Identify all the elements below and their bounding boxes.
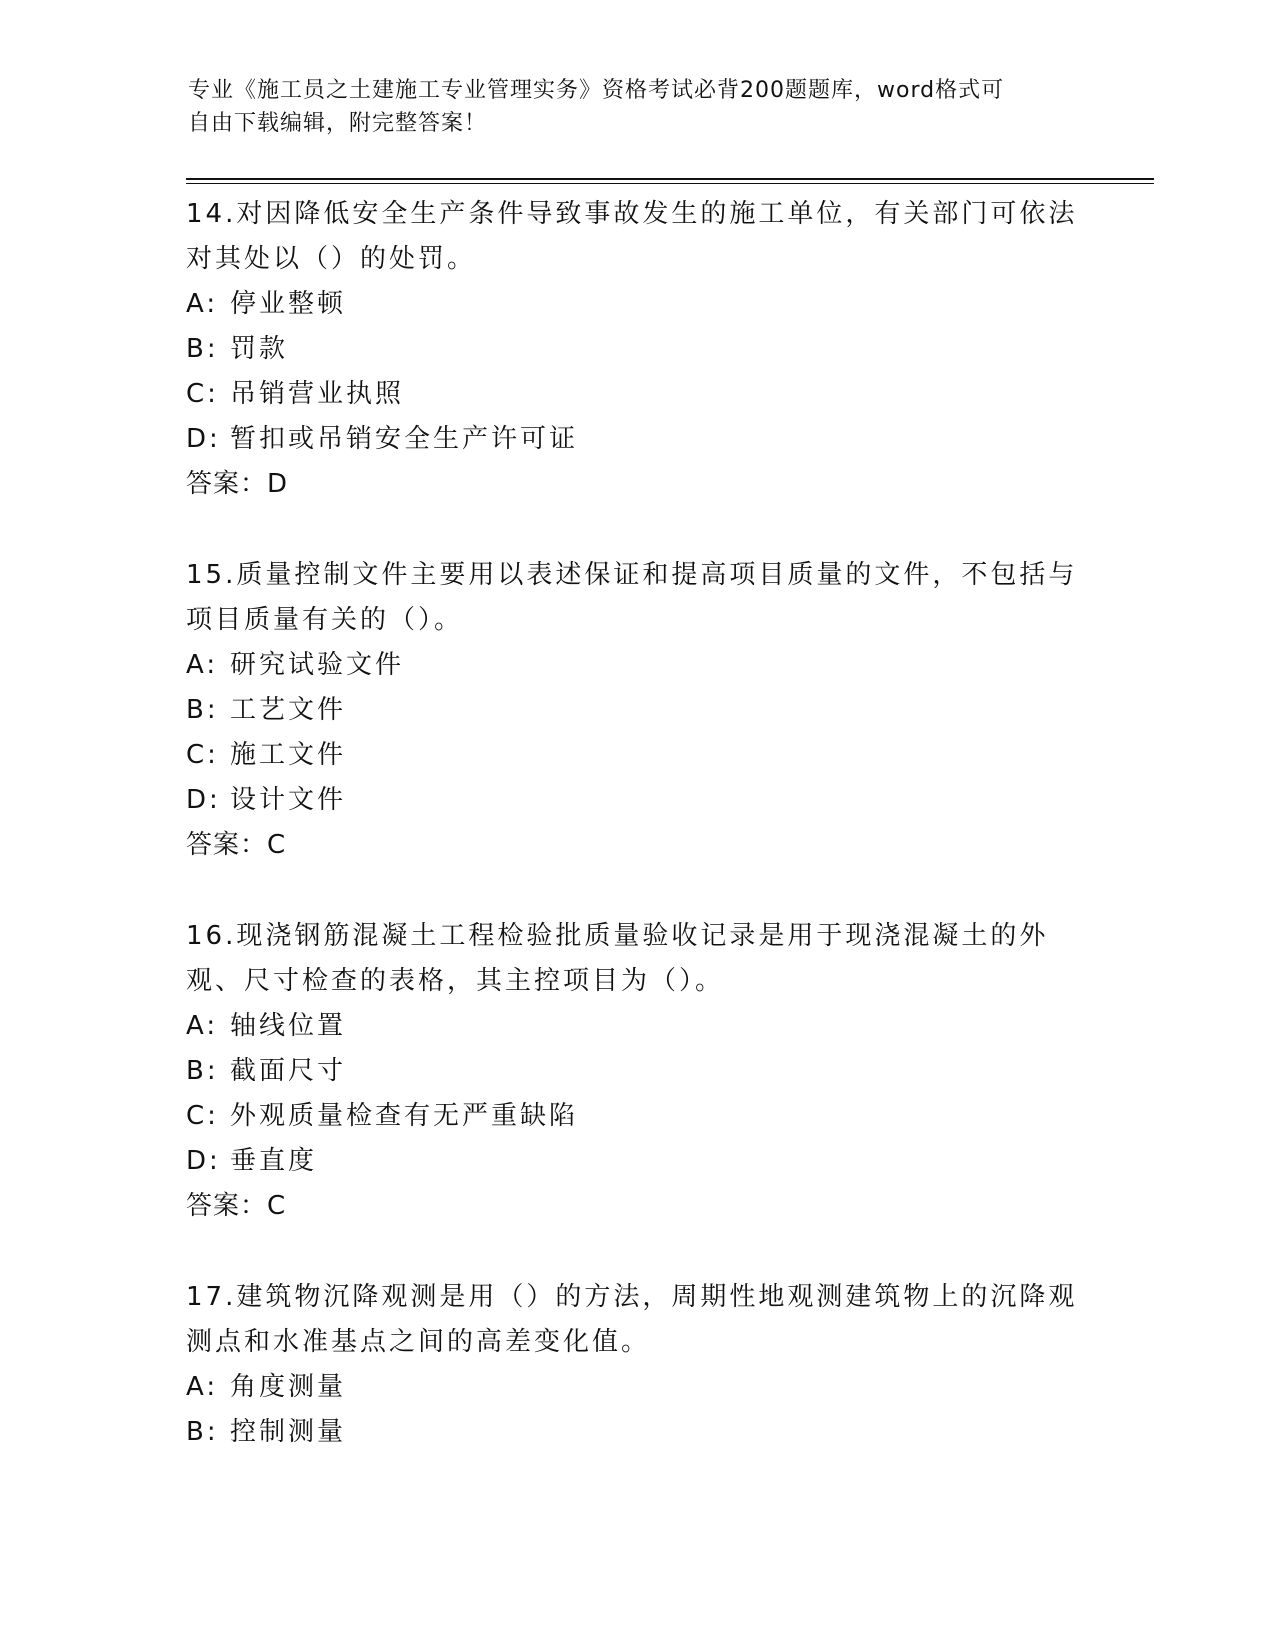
option-text: 垂直度 (230, 1146, 318, 1176)
option-text: 轴线位置 (230, 1011, 347, 1041)
option-text: 设计文件 (230, 785, 347, 815)
option-a (186, 1365, 1086, 1410)
question-stem: 17.建筑物沉降观测是用（）的方法，周期性地观测建筑物上的沉降观测点和水准基点之间的高差变化值。 (186, 1282, 1078, 1357)
option-b (186, 1410, 1086, 1455)
question-14 (186, 192, 1086, 507)
option-key: B: (186, 1056, 219, 1086)
question-stem: 14.对因降低安全生产条件导致事故发生的施工单位，有关部门可依法对其处以（）的处罚。 (186, 199, 1078, 274)
question-16 (186, 914, 1086, 1229)
option-key: C: (186, 740, 219, 770)
document-header (188, 74, 1068, 140)
option-text: 截面尺寸 (230, 1056, 347, 1086)
question-15 (186, 553, 1086, 868)
option-c (186, 733, 1086, 778)
option-text: 控制测量 (230, 1417, 347, 1447)
option-text: 工艺文件 (230, 695, 347, 725)
option-b (186, 688, 1086, 733)
option-text: 暂扣或吊销安全生产许可证 (230, 424, 579, 454)
option-a (186, 1004, 1086, 1049)
option-text: 研究试验文件 (230, 650, 405, 680)
option-key: D: (186, 424, 221, 454)
option-text: 吊销营业执照 (230, 379, 405, 409)
header-divider-thick (186, 178, 1154, 180)
option-text: 外观质量检查有无严重缺陷 (230, 1101, 579, 1131)
option-a (186, 643, 1086, 688)
question-list (186, 192, 1086, 1501)
option-text: 施工文件 (230, 740, 347, 770)
option-key: B: (186, 695, 219, 725)
option-key: A: (186, 650, 219, 680)
option-c (186, 372, 1086, 417)
option-a (186, 282, 1086, 327)
header-line-2: 自由下载编辑，附完整答案！ (188, 111, 488, 136)
option-c (186, 1094, 1086, 1139)
option-d (186, 417, 1086, 462)
option-d (186, 778, 1086, 823)
option-key: A: (186, 1011, 219, 1041)
option-key: C: (186, 379, 219, 409)
option-key: B: (186, 334, 219, 364)
option-b (186, 1049, 1086, 1094)
answer: 答案：C (186, 830, 287, 860)
option-key: C: (186, 1101, 219, 1131)
answer: 答案：D (186, 469, 289, 499)
question-stem: 16.现浇钢筋混凝土工程检验批质量验收记录是用于现浇混凝土的外观、尺寸检查的表格，其主控项目为（）。 (186, 921, 1049, 996)
question-17 (186, 1275, 1086, 1455)
option-text: 停业整顿 (230, 289, 347, 319)
option-b (186, 327, 1086, 372)
option-key: D: (186, 1146, 221, 1176)
header-line-1: 专业《施工员之土建施工专业管理实务》资格考试必背200题题库，word格式可 (188, 78, 1005, 103)
option-key: B: (186, 1417, 219, 1447)
question-stem: 15.质量控制文件主要用以表述保证和提高项目质量的文件，不包括与项目质量有关的（）。 (186, 560, 1078, 635)
answer: 答案：C (186, 1191, 287, 1221)
option-key: A: (186, 1372, 219, 1402)
option-d (186, 1139, 1086, 1184)
option-key: A: (186, 289, 219, 319)
option-text: 罚款 (230, 334, 289, 364)
header-divider-thin (186, 183, 1154, 184)
option-key: D: (186, 785, 221, 815)
option-text: 角度测量 (230, 1372, 347, 1402)
